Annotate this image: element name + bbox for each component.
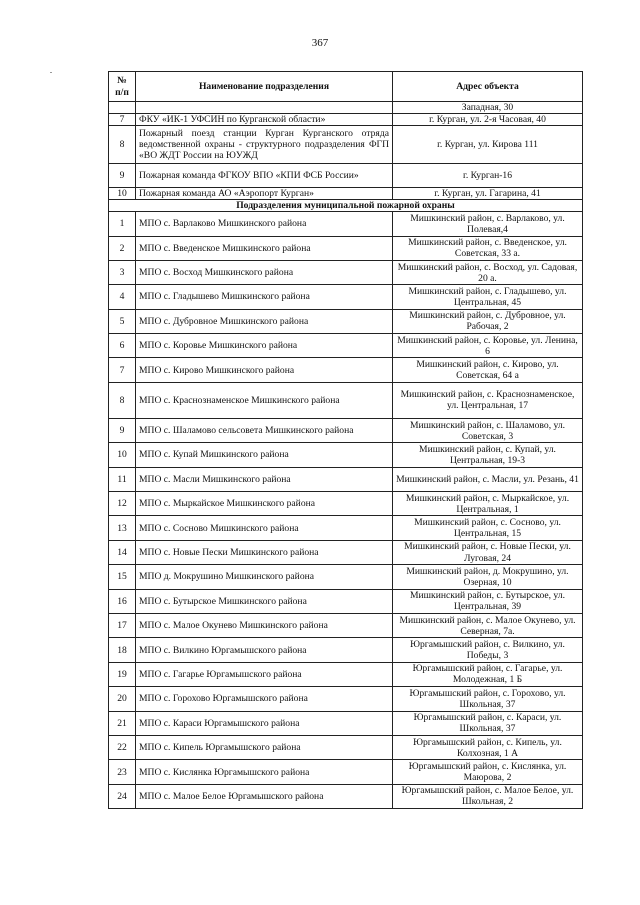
header-address: Адрес объекта xyxy=(393,72,583,102)
cell-num: 7 xyxy=(109,358,136,382)
cell-name: МПО с. Гагарье Юргамышского района xyxy=(136,662,393,686)
cell-address: Мишкинский район, с. Кирово, ул. Советская, 64 а xyxy=(393,358,583,382)
cell-name: МПО с. Горохово Юргамышского района xyxy=(136,687,393,711)
table-row xyxy=(109,735,583,759)
cell-num: 8 xyxy=(109,126,136,164)
cell-address: Мишкинский район, с. Малое Окунево, ул. Северная, 7а. xyxy=(393,613,583,637)
cell-num: 21 xyxy=(109,711,136,735)
table-row xyxy=(109,358,583,382)
cell-name: Пожарная команда АО «Аэропорт Курган» xyxy=(136,188,393,200)
header-name: Наименование подразделения xyxy=(136,72,393,102)
table-row xyxy=(109,687,583,711)
cell-num: 18 xyxy=(109,638,136,662)
cell-num: 16 xyxy=(109,589,136,613)
cell-name: Пожарный поезд станции Курган Курганского отряда ведомственной охраны - структурного подразделения ФГП «ВО ЖДТ России на ЮУЖД xyxy=(136,126,393,164)
cell-address: Мишкинский район, с. Купай, ул. Центральная, 19-3 xyxy=(393,443,583,467)
cell-num: 5 xyxy=(109,309,136,333)
cell-address: Юргамышский район, с. Гагарье, ул. Молодежная, 1 Б xyxy=(393,662,583,686)
table-row xyxy=(109,711,583,735)
cell-name: МПО с. Малое Окунево Мишкинского района xyxy=(136,613,393,637)
table-row xyxy=(109,236,583,260)
cell-name: МПО с. Новые Пески Мишкинского района xyxy=(136,540,393,564)
table-header-row xyxy=(109,72,583,102)
cell-name: МПО с. Кислянка Юргамышского района xyxy=(136,760,393,784)
cell-num: 9 xyxy=(109,418,136,442)
cell-name: МПО с. Дубровное Мишкинского района xyxy=(136,309,393,333)
cell-num: 1 xyxy=(109,212,136,236)
scan-mark xyxy=(50,72,52,73)
cell-address: Юргамышский район, с. Кипель, ул. Колхозная, 1 А xyxy=(393,735,583,759)
cell-name: МПО с. Гладышево Мишкинского района xyxy=(136,285,393,309)
cell-num: 13 xyxy=(109,516,136,540)
table-row xyxy=(109,638,583,662)
cell-name: МПО с. Краснознаменское Мишкинского района xyxy=(136,382,393,418)
cell-address: г. Курган, ул. 2-я Часовая, 40 xyxy=(393,114,583,126)
table-row xyxy=(109,662,583,686)
cell-name: МПО с. Варлаково Мишкинского района xyxy=(136,212,393,236)
section-title: Подразделения муниципальной пожарной охраны xyxy=(109,200,583,212)
cell-name: МПО с. Шаламово сельсовета Мишкинского района xyxy=(136,418,393,442)
cell-address: Мишкинский район, с. Новые Пески, ул. Луговая, 24 xyxy=(393,540,583,564)
cell-address: Юргамышский район, с. Караси, ул. Школьная, 37 xyxy=(393,711,583,735)
cell-address: Юргамышский район, с. Вилкино, ул. Победы, 3 xyxy=(393,638,583,662)
section-row xyxy=(109,200,583,212)
cell-address: Мишкинский район, с. Введенское, ул. Советская, 33 а. xyxy=(393,236,583,260)
cell-num: 17 xyxy=(109,613,136,637)
cell-num xyxy=(109,102,136,114)
cell-num: 15 xyxy=(109,565,136,589)
cell-num: 3 xyxy=(109,260,136,284)
cell-address: Юргамышский район, с. Малое Белое, ул. Школьная, 2 xyxy=(393,784,583,808)
cell-address: Мишкинский район, с. Гладышево, ул. Центральная, 45 xyxy=(393,285,583,309)
table-row xyxy=(109,334,583,358)
cell-address: Мишкинский район, с. Шаламово, ул. Советская, 3 xyxy=(393,418,583,442)
cell-address: Мишкинский район, с. Масли, ул. Резань, 41 xyxy=(393,467,583,491)
cell-address: Мишкинский район, д. Мокрушино, ул. Озерная, 10 xyxy=(393,565,583,589)
cell-address: Мишкинский район, с. Мыркайское, ул. Центральная, 1 xyxy=(393,492,583,516)
cell-name: МПО с. Бутырское Мишкинского района xyxy=(136,589,393,613)
cell-name: МПО с. Мыркайское Мишкинского района xyxy=(136,492,393,516)
cell-address: Мишкинский район, с. Варлаково, ул. Полевая,4 xyxy=(393,212,583,236)
fire-units-table xyxy=(108,71,583,809)
cell-num: 8 xyxy=(109,382,136,418)
cell-address: г. Курган, ул. Гагарина, 41 xyxy=(393,188,583,200)
table-row xyxy=(109,309,583,333)
cell-name: МПО с. Кипель Юргамышского района xyxy=(136,735,393,759)
table-row xyxy=(109,260,583,284)
cell-address: Мишкинский район, с. Дубровное, ул. Рабочая, 2 xyxy=(393,309,583,333)
cell-name: МПО с. Масли Мишкинского района xyxy=(136,467,393,491)
cell-num: 14 xyxy=(109,540,136,564)
table-row xyxy=(109,492,583,516)
cell-num: 12 xyxy=(109,492,136,516)
cell-address: г. Курган, ул. Кирова 111 xyxy=(393,126,583,164)
cell-num: 2 xyxy=(109,236,136,260)
cell-num: 24 xyxy=(109,784,136,808)
cell-address: Мишкинский район, с. Сосново, ул. Центральная, 15 xyxy=(393,516,583,540)
cell-num: 23 xyxy=(109,760,136,784)
cell-name: МПО с. Малое Белое Юргамышского района xyxy=(136,784,393,808)
table-row xyxy=(109,613,583,637)
cell-address: Юргамышский район, с. Кислянка, ул. Маюрова, 2 xyxy=(393,760,583,784)
table-row xyxy=(109,188,583,200)
header-num: № п/п xyxy=(109,72,136,102)
cell-num: 19 xyxy=(109,662,136,686)
cell-name xyxy=(136,102,393,114)
cell-name: МПО с. Введенское Мишкинского района xyxy=(136,236,393,260)
cell-address: Мишкинский район, с. Бутырское, ул. Центральная, 39 xyxy=(393,589,583,613)
cell-name: МПО с. Купай Мишкинского района xyxy=(136,443,393,467)
cell-name: МПО с. Сосново Мишкинского района xyxy=(136,516,393,540)
table-row xyxy=(109,784,583,808)
cell-address: Юргамышский район, с. Горохово, ул. Школьная, 37 xyxy=(393,687,583,711)
table-row xyxy=(109,418,583,442)
table-row xyxy=(109,760,583,784)
table-row xyxy=(109,467,583,491)
cell-num: 4 xyxy=(109,285,136,309)
cell-num: 10 xyxy=(109,443,136,467)
cell-address: Мишкинский район, с. Краснознаменское, ул. Центральная, 17 xyxy=(393,382,583,418)
table-row xyxy=(109,382,583,418)
cell-name: МПО с. Караси Юргамышского района xyxy=(136,711,393,735)
cell-name: МПО с. Коровье Мишкинского района xyxy=(136,334,393,358)
cell-num: 11 xyxy=(109,467,136,491)
table-row xyxy=(109,212,583,236)
cell-name: МПО с. Вилкино Юргамышского района xyxy=(136,638,393,662)
cell-address: Западная, 30 xyxy=(393,102,583,114)
table-row xyxy=(109,516,583,540)
cell-name: МПО с. Кирово Мишкинского района xyxy=(136,358,393,382)
cell-num: 7 xyxy=(109,114,136,126)
cell-num: 10 xyxy=(109,188,136,200)
cell-address: Мишкинский район, с. Коровье, ул. Ленина, 6 xyxy=(393,334,583,358)
table-row xyxy=(109,540,583,564)
table-row xyxy=(109,114,583,126)
table-row xyxy=(109,164,583,188)
cell-name: ФКУ «ИК-1 УФСИН по Курганской области» xyxy=(136,114,393,126)
cell-address: г. Курган-16 xyxy=(393,164,583,188)
table-row xyxy=(109,589,583,613)
cell-address: Мишкинский район, с. Восход, ул. Садовая, 20 а. xyxy=(393,260,583,284)
cell-name: МПО д. Мокрушино Мишкинского района xyxy=(136,565,393,589)
continuation-row xyxy=(109,102,583,114)
cell-num: 20 xyxy=(109,687,136,711)
cell-num: 22 xyxy=(109,735,136,759)
cell-num: 6 xyxy=(109,334,136,358)
table-row xyxy=(109,443,583,467)
table-row xyxy=(109,285,583,309)
table-row xyxy=(109,565,583,589)
cell-name: МПО с. Восход Мишкинского района xyxy=(136,260,393,284)
table-row xyxy=(109,126,583,164)
page-number: 367 xyxy=(311,37,329,49)
cell-name: Пожарная команда ФГКОУ ВПО «КПИ ФСБ России» xyxy=(136,164,393,188)
cell-num: 9 xyxy=(109,164,136,188)
